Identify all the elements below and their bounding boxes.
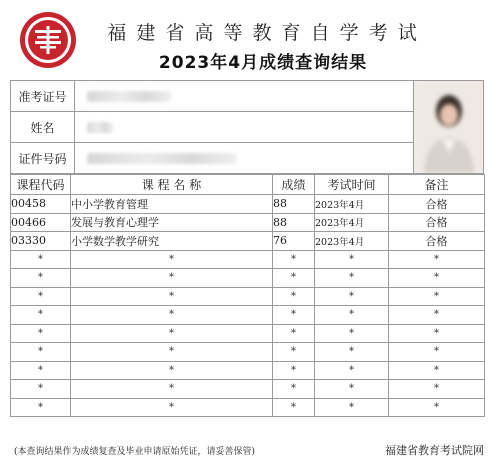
empty-remark: * — [389, 324, 485, 343]
course-score: 76 — [273, 232, 315, 251]
grades-table — [10, 174, 485, 417]
empty-remark: * — [389, 361, 485, 380]
empty-table-row — [11, 287, 485, 306]
empty-score: * — [273, 269, 315, 288]
empty-name: * — [71, 269, 273, 288]
empty-time: * — [315, 398, 389, 417]
empty-code: * — [11, 398, 71, 417]
page-title: 福 建 省 高 等 教 育 自 学 考 试 — [107, 22, 419, 44]
empty-name: * — [71, 306, 273, 325]
empty-code: * — [11, 306, 71, 325]
name-label: 姓名 — [11, 112, 75, 142]
empty-name: * — [71, 398, 273, 417]
table-row — [11, 213, 485, 232]
empty-remark: * — [389, 398, 485, 417]
empty-name: * — [71, 361, 273, 380]
empty-code: * — [11, 361, 71, 380]
empty-time: * — [315, 250, 389, 269]
empty-remark: * — [389, 306, 485, 325]
empty-table-row — [11, 361, 485, 380]
empty-time: * — [315, 269, 389, 288]
course-score: 88 — [273, 195, 315, 214]
candidate-photo — [413, 81, 483, 173]
course-remark: 合格 — [389, 232, 485, 251]
empty-score: * — [273, 398, 315, 417]
empty-time: * — [315, 306, 389, 325]
empty-name: * — [71, 287, 273, 306]
exam-id-label: 准考证号 — [11, 81, 75, 111]
empty-table-row — [11, 343, 485, 362]
empty-table-row — [11, 269, 485, 288]
empty-score: * — [273, 324, 315, 343]
table-row — [11, 195, 485, 214]
candidate-info — [10, 80, 484, 174]
empty-score: * — [273, 306, 315, 325]
empty-code: * — [11, 343, 71, 362]
course-remark: 合格 — [389, 195, 485, 214]
header-course-name: 课 程 名 称 — [71, 175, 273, 195]
empty-name: * — [71, 250, 273, 269]
table-row — [11, 232, 485, 251]
empty-remark: * — [389, 269, 485, 288]
empty-score: * — [273, 287, 315, 306]
id-number-label: 证件号码 — [11, 143, 75, 174]
page-subtitle: 2023年4月成绩查询结果 — [158, 53, 368, 73]
empty-score: * — [273, 343, 315, 362]
header-remark: 备注 — [389, 175, 485, 195]
exam-id-redacted — [87, 91, 171, 102]
footer-issuer: 福建省教育考试院网 — [385, 444, 484, 457]
empty-name: * — [71, 324, 273, 343]
course-name: 发展与教育心理学 — [71, 213, 273, 232]
empty-name: * — [71, 343, 273, 362]
empty-remark: * — [389, 343, 485, 362]
id-number-redacted — [87, 153, 237, 164]
empty-score: * — [273, 250, 315, 269]
course-code: 03330 — [11, 232, 71, 251]
course-score: 88 — [273, 213, 315, 232]
footer-note: (本查询结果作为成绩复查及毕业申请原始凭证，请妥善保管) — [14, 447, 256, 457]
empty-time: * — [315, 343, 389, 362]
exam-time: 2023年4月 — [315, 232, 389, 251]
exam-time: 2023年4月 — [315, 213, 389, 232]
id-number-row — [11, 143, 415, 174]
empty-code: * — [11, 287, 71, 306]
course-remark: 合格 — [389, 213, 485, 232]
empty-table-row — [11, 250, 485, 269]
course-name: 中小学教育管理 — [71, 195, 273, 214]
name-row — [11, 112, 415, 143]
header-exam-time: 考试时间 — [315, 175, 389, 195]
exam-id-row — [11, 81, 415, 112]
course-name: 小学数学教学研究 — [71, 232, 273, 251]
course-code: 00458 — [11, 195, 71, 214]
empty-score: * — [273, 361, 315, 380]
header-score: 成绩 — [273, 175, 315, 195]
empty-table-row — [11, 398, 485, 417]
empty-code: * — [11, 380, 71, 399]
empty-time: * — [315, 380, 389, 399]
empty-score: * — [273, 380, 315, 399]
empty-remark: * — [389, 380, 485, 399]
name-redacted — [87, 122, 113, 133]
empty-table-row — [11, 306, 485, 325]
empty-code: * — [11, 250, 71, 269]
empty-name: * — [71, 380, 273, 399]
table-header-row — [11, 175, 485, 195]
empty-table-row — [11, 380, 485, 399]
exam-time: 2023年4月 — [315, 195, 389, 214]
empty-remark: * — [389, 287, 485, 306]
header-course-code: 课程代码 — [11, 175, 71, 195]
empty-code: * — [11, 324, 71, 343]
empty-code: * — [11, 269, 71, 288]
empty-time: * — [315, 324, 389, 343]
empty-remark: * — [389, 250, 485, 269]
course-code: 00466 — [11, 213, 71, 232]
empty-time: * — [315, 361, 389, 380]
empty-table-row — [11, 324, 485, 343]
empty-time: * — [315, 287, 389, 306]
